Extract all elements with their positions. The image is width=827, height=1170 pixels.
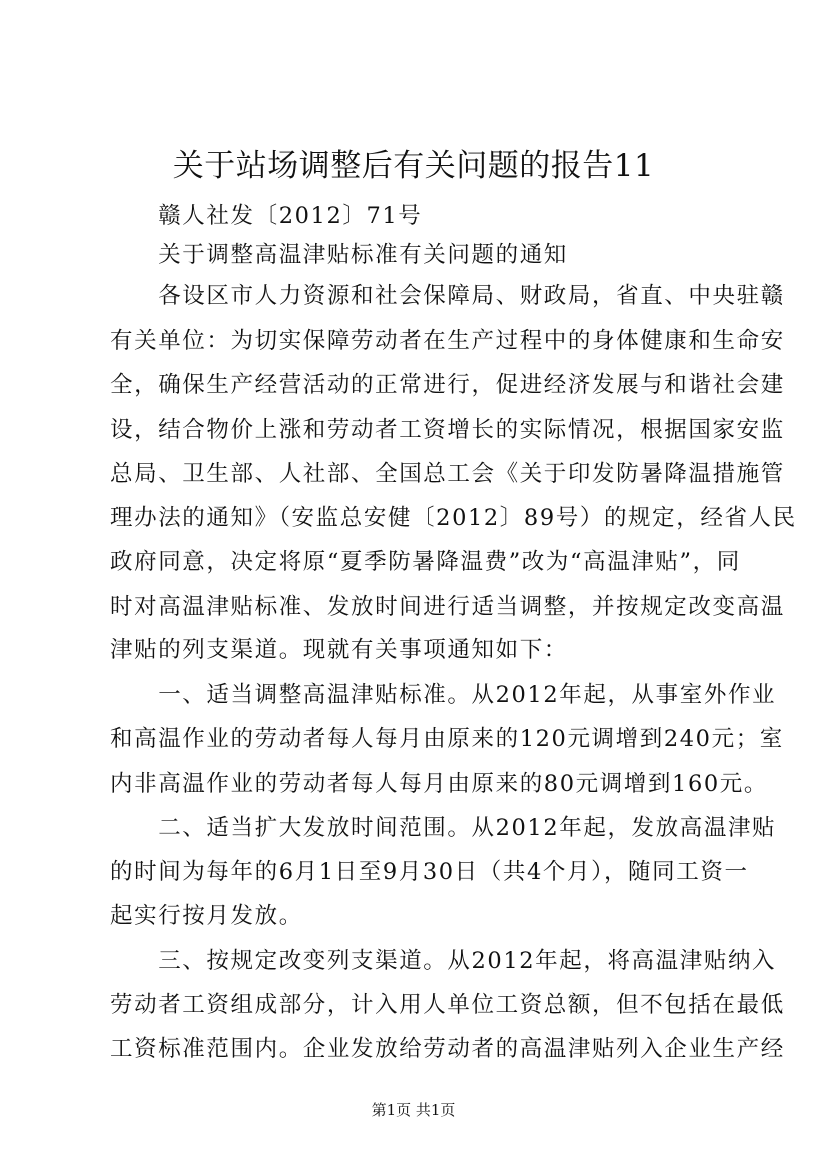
text-line: 起实行按月发放。 (110, 903, 303, 929)
text-line: 二、适当扩大发放时间范围。从2012年起，发放高温津贴 (110, 815, 777, 841)
text-line: 设，结合物价上涨和劳动者工资增长的实际情况，根据国家安监 (110, 417, 785, 443)
text-line: 津贴的列支渠道。现就有关事项通知如下： (110, 637, 568, 663)
text-line: 三、按规定改变列支渠道。从2012年起，将高温津贴纳入 (110, 948, 777, 974)
text-line: 各设区市人力资源和社会保障局、财政局，省直、中央驻赣 (110, 283, 785, 309)
text-line: 时对高温津贴标准、发放时间进行适当调整，并按规定改变高温 (110, 594, 785, 620)
text-line: 和高温作业的劳动者每人每月由原来的120元调增到240元；室 (110, 726, 784, 752)
document-title: 关于站场调整后有关问题的报告11 (172, 148, 655, 184)
text-line: 赣人社发〔2012〕71号 (110, 203, 423, 229)
text-line: 一、适当调整高温津贴标准。从2012年起，从事室外作业 (110, 682, 777, 708)
text-line: 总局、卫生部、人社部、全国总工会《关于印发防暑降温措施管 (110, 461, 785, 487)
text-line: 工资标准范围内。企业发放给劳动者的高温津贴列入企业生产经 (110, 1036, 785, 1062)
text-line: 的时间为每年的6月1日至9月30日（共4个月），随同工资一 (110, 859, 749, 885)
text-line: 政府同意，决定将原“夏季防暑降温费”改为“高温津贴”，同 (110, 549, 741, 575)
text-line: 关于调整高温津贴标准有关问题的通知 (110, 242, 568, 268)
text-line: 有关单位：为切实保障劳动者在生产过程中的身体健康和生命安 (110, 328, 785, 354)
text-line: 全，确保生产经营活动的正常进行，促进经济发展与和谐社会建 (110, 372, 785, 398)
text-line: 内非高温作业的劳动者每人每月由原来的80元调增到160元。 (110, 771, 768, 797)
text-line: 理办法的通知》（安监总安健〔2012〕89号）的规定，经省人民 (110, 505, 797, 531)
text-line: 劳动者工资组成部分，计入用人单位工资总额，但不包括在最低 (110, 992, 785, 1018)
page-number: 第1页 共1页 (371, 1101, 456, 1119)
